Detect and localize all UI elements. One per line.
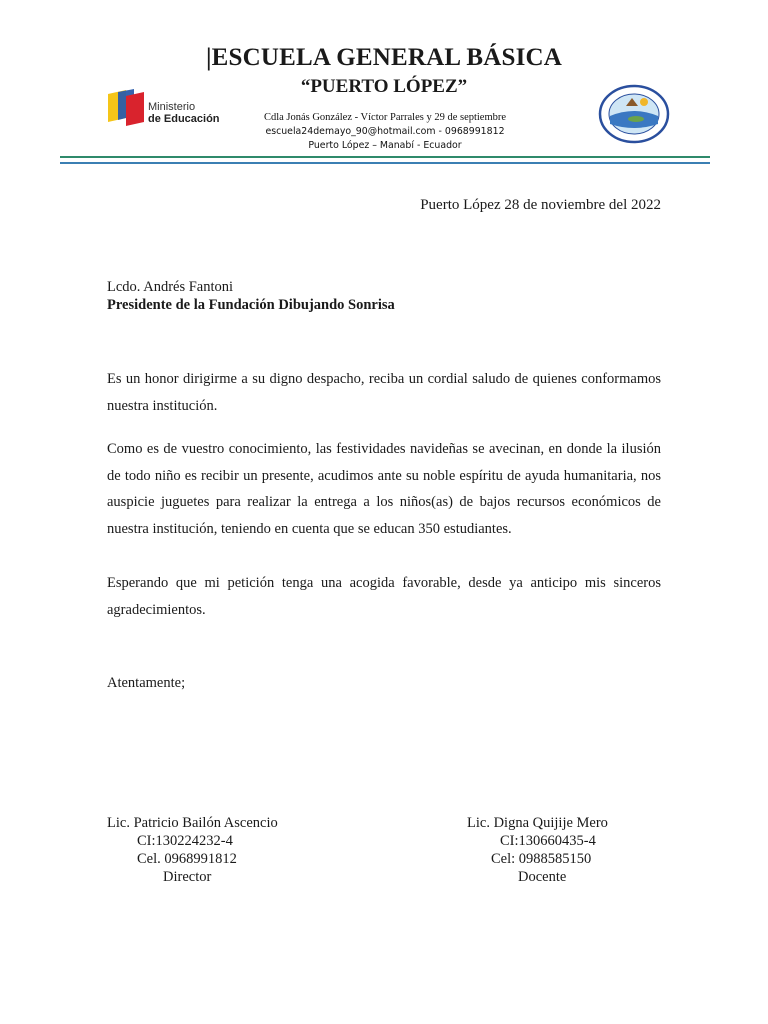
ministry-name: Ministerio de Educación xyxy=(148,101,220,125)
signature-name: Lic. Digna Quijije Mero xyxy=(467,815,608,831)
recipient-name: Lcdo. Andrés Fantoni xyxy=(107,279,234,295)
school-subtitle: “PUERTO LÓPEZ” xyxy=(300,76,468,97)
closing: Atentamente; xyxy=(107,675,186,691)
signature-ci: CI:130660435-4 xyxy=(500,833,596,849)
header-rule-blue xyxy=(60,162,710,164)
signature-role: Director xyxy=(163,869,212,885)
signature-ci: CI:130224232-4 xyxy=(137,833,233,849)
school-contact: escuela24demayo_90@hotmail.com - 0968991812 xyxy=(265,126,505,137)
school-name: |ESCUELA GENERAL BÁSICA xyxy=(205,44,563,71)
recipient-title: Presidente de la Fundación Dibujando Sonrisa xyxy=(107,297,395,313)
signature-name: Lic. Patricio Bailón Ascencio xyxy=(107,815,278,831)
paragraph-request: Como es de vuestro conocimiento, las festividades navideñas se avecinan, en donde la ilusión de todo niño es recibir un presente, acudimos ante su noble espíritu de ayuda humanitaria, nos auspicie juguetes para realizar la entrega a los niños(as) de bajos recursos económicos de nuestra institución, teniendo en cuenta que se educan 350 estudiantes. xyxy=(107,441,661,537)
recipient-block xyxy=(107,278,395,314)
signature-teacher xyxy=(467,814,627,886)
signature-director xyxy=(107,814,307,886)
letter-date: Puerto López 28 de noviembre del 2022 xyxy=(420,197,661,213)
school-location: Puerto López – Manabí - Ecuador xyxy=(308,140,462,151)
signature-phone: Cel. 0968991812 xyxy=(137,851,237,867)
signature-phone: Cel: 0988585150 xyxy=(491,851,592,867)
school-seal-icon xyxy=(598,84,670,144)
header-rule-green xyxy=(60,156,710,158)
letterhead xyxy=(0,0,768,170)
school-address: Cdla Jonás González - Víctor Parrales y 29 de septiembre xyxy=(263,112,507,123)
paragraph-greeting: Es un honor dirigirme a su digno despacho, reciba un cordial saludo de quienes conformamos nuestra institución. xyxy=(107,371,661,414)
signature-role: Docente xyxy=(518,869,567,885)
paragraph-thanks: Esperando que mi petición tenga una acogida favorable, desde ya anticipo mis sinceros agradecimientos. xyxy=(107,575,661,618)
